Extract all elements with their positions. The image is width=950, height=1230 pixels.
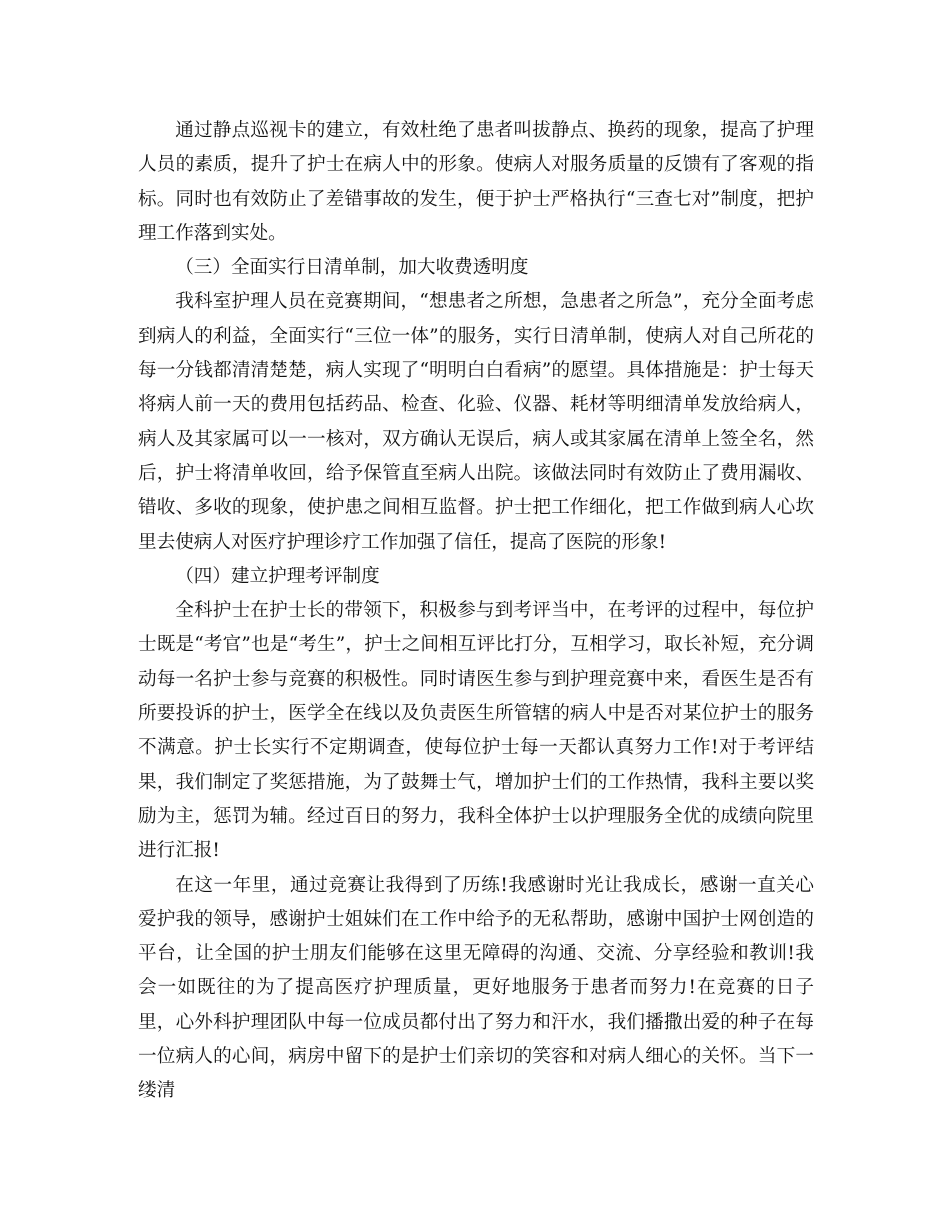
paragraph-daily-bill: 我科室护理人员在竞赛期间，“想患者之所想，急患者之所急”，充分全面考虑到病人的利益，全面实行“三位一体”的服务，实行日清单制，使病人对自己所花的每一分钱都清清楚楚，病人实现了“明明白白看病”的愿望。具体措施是：护士每天将病人前一天的费用包括药品、检查、化验、仪器、耗材等明细清单发放给病人，病人及其家属可以一一核对，双方确认无误后，病人或其家属在清单上签全名，然后，护士将清单收回，给予保管直至病人出院。该做法同时有效防止了费用漏收、错收、多收的现象，使护患之间相互监督。护士把工作细化，把工作做到病人心坎里去使病人对医疗护理诊疗工作加强了信任，提高了医院的形象! xyxy=(138,291,814,553)
paragraph-evaluation: 全科护士在护士长的带领下，积极参与到考评当中，在考评的过程中，每位护士既是“考官”也是“考生”，护士之间相互评比打分，互相学习，取长补短，充分调动每一名护士参与竞赛的积极性。同时请医生参与到护理竞赛中来，看医生是否有所要投诉的护士，医学全在线以及负责医生所管辖的病人中是否对某位护士的服务不满意。护士长实行不定期调查，使每位护士每一天都认真努力工作!对于考评结果，我们制定了奖惩措施，为了鼓舞士气，增加护士们的工作热情，我科主要以奖励为主，惩罚为辅。经过百日的努力，我科全体护士以护理服务全优的成绩向院里进行汇报! xyxy=(138,600,814,862)
section-heading-4: （四）建立护理考评制度 xyxy=(175,565,380,587)
paragraph-patrol-card: 通过静点巡视卡的建立，有效杜绝了患者叫拔静点、换药的现象，提高了护理人员的素质，提升了护士在病人中的形象。使病人对服务质量的反馈有了客观的指标。同时也有效防止了差错事故的发生，便于护士严格执行“三查七对”制度，把护理工作落到实处。 xyxy=(138,120,814,244)
paragraph-gratitude: 在这一年里，通过竞赛让我得到了历练!我感谢时光让我成长，感谢一直关心爱护我的领导，感谢护士姐妹们在工作中给予的无私帮助，感谢中国护士网创造的平台，让全国的护士朋友们能够在这里无障碍的沟通、交流、分享经验和教训!我会一如既往的为了提高医疗护理质量，更好地服务于患者而努力!在竞赛的日子里，心外科护理团队中每一位成员都付出了努力和汗水，我们播撒出爱的种子在每一位病人的心间，病房中留下的是护士们亲切的笑容和对病人细心的关怀。当下一缕清 xyxy=(138,874,814,1102)
section-heading-3: （三）全面实行日清单制，加大收费透明度 xyxy=(175,257,529,279)
document-body xyxy=(138,114,814,1109)
